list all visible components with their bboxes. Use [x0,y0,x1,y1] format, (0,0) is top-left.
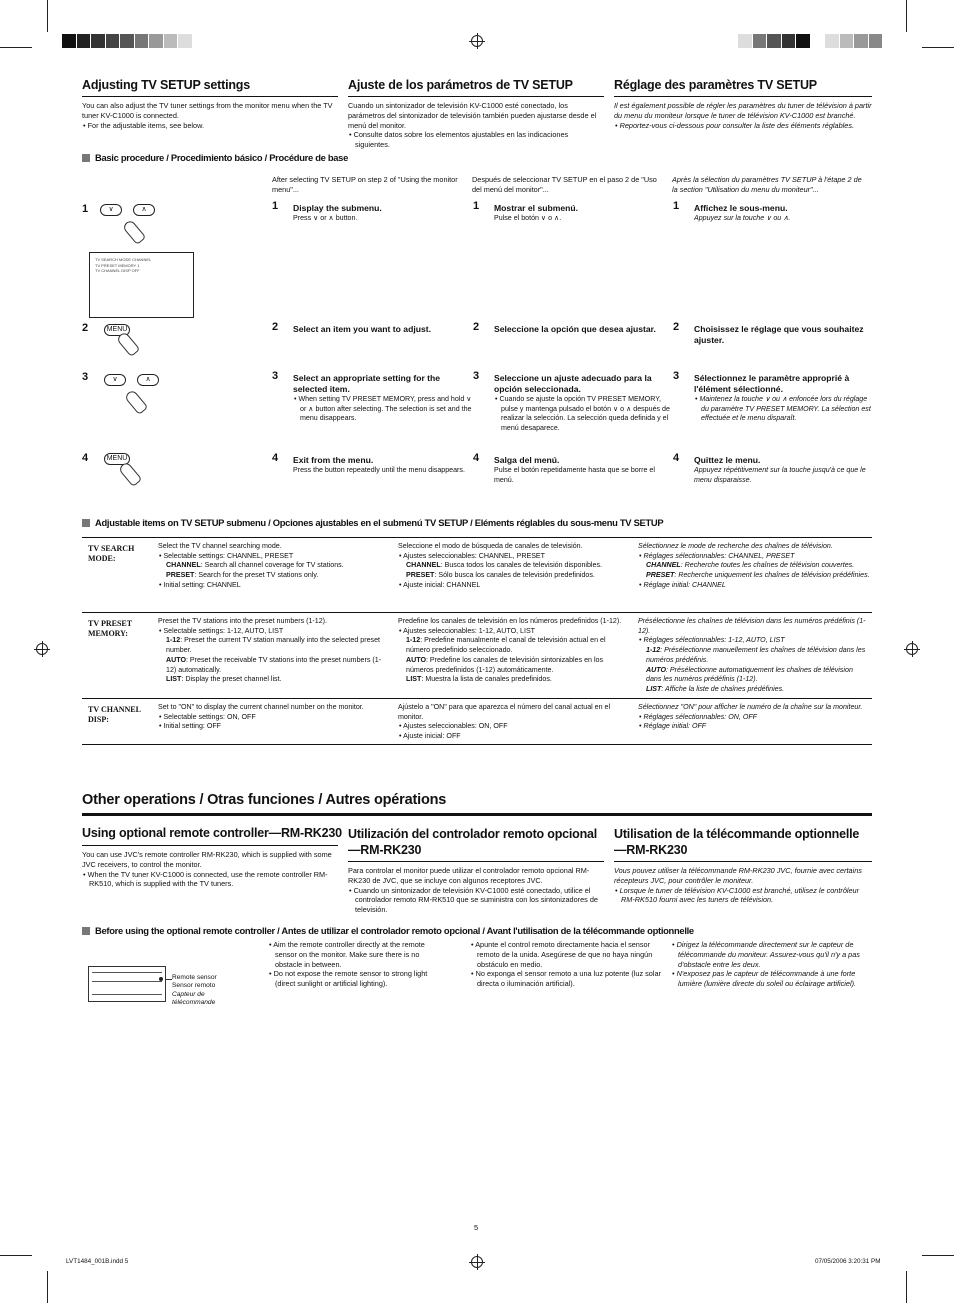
up-button-icon: ∧ [137,374,159,386]
monitor-edge [92,981,162,982]
label-es: Sensor remoto [172,982,216,990]
finger-icon [118,461,143,487]
cell-line: 1-12: Présélectionne manuellement les chaînes de télévision dans les numéros prédéfinis. [646,646,866,664]
intro-text: You can also adjust the TV tuner settings from the monitor menu when the TV tuner KV-C1000 is connected. [82,101,333,120]
cell-line: 1-12: Preset the current TV station manually into the selected preset number. [166,636,380,655]
step-number: 2 [272,321,279,333]
color-swatch [811,34,826,48]
step-number: 2 [673,321,680,333]
cell-line: Seleccione el modo de búsqueda de canales de televisión. [398,542,583,550]
cell-line: • Réglages sélectionnables: 1-12, AUTO, LIST [639,636,785,645]
cell-line: • Selectable settings: 1-12, AUTO, LIST [159,626,284,635]
cell-line: AUTO: Preset the receivable TV stations into the preset numbers (1-12) automatically. [166,655,382,674]
intro-bullet: • For the adjustable items, see below. [83,120,205,130]
crop-mark [47,0,48,32]
cell-line: 1-12: Predefine manualmente el canal de televisión actual en el número predefinido seleccionado. [406,636,606,655]
cell-es [398,617,630,685]
color-swatch [869,34,884,48]
intro-text: Para controlar el monitor puede utilizar el controlador remoto opcional RM-RK230 de JVC, que se incluye con algunos receptores JVC. [348,866,590,885]
cell-line: Select the TV channel searching mode. [158,542,282,550]
step-title: Display the submenu. [293,203,382,213]
step-number: 2 [473,321,480,333]
cell-line: PRESET: Sólo busca los canales de televisión predefinidos. [406,571,595,580]
square-bullet-icon [82,154,90,162]
keyword: PRESET [406,571,435,580]
table-row [82,699,872,745]
keyword: PRESET [166,571,195,580]
intro-text: Vous pouvez utiliser la télécommande RM-RK230 JVC, fournie avec certains récepteurs JVC, pour contrôler le moniteur. [614,866,862,885]
color-swatch [854,34,869,48]
divider-thick [82,813,872,816]
color-swatch [767,34,782,48]
cell-line: PRESET: Search for the preset TV stations only. [166,571,319,580]
step-title: Affichez le sous-menu. [694,203,788,213]
cell-line: • Initial setting: CHANNEL [159,580,241,589]
step-number: 1 [272,200,279,212]
after-note-fr: Après la sélection du paramètres TV SETUP à l'étape 2 de la section "Utilisation du menu du moniteur"... [672,175,862,194]
before-using-title [82,925,694,936]
intro-text: Il est également possible de régler les paramètres du tuner de télévision à partir du menu du moniteur lorsque le tuner de télévision KV-C1000 est branché. [614,101,872,120]
bullet-text: Consulte datos sobre los elementos ajustables en las indicaciones siguientes. [353,130,569,150]
remote-heading-fr [614,826,859,858]
cell-line: • Réglages sélectionnables: ON, OFF [639,712,758,721]
cell-line: CHANNEL: Busca todos los canales de televisión disponibles. [406,561,602,570]
list-item: • Do not expose the remote sensor to strong light (direct sunlight or artificial lighting). [269,969,428,989]
cell-line: Predefine los canales de televisión en los números predefinidos (1-12). [398,617,622,625]
divider [82,96,338,97]
cell-line: Preset the TV stations into the preset numbers (1-12). [158,617,328,625]
subheading-text: Basic procedure / Procedimiento básico / Procédure de base [95,152,349,163]
intro-bullet: • Lorsque le tuner de télévision KV-C1000 est branché, utilisez le contrôleur RM-RK510 fourni avec les tuners de télévision. [615,885,860,905]
remote-heading-en: Using optional remote controller—RM-RK230 [82,826,342,840]
keyword: AUTO [646,665,666,674]
cell-en [158,542,390,591]
step-number: 3 [673,370,680,382]
cell-line: Présélectionne les chaînes de télévision dans les numéros prédéfinis (1-12). [638,617,866,635]
step-number: 1 [473,200,480,212]
cell-fr [638,542,870,591]
keyword: 1-12 [646,646,661,655]
table-row [82,538,872,613]
cell-line: • Selectable settings: ON, OFF [159,712,256,721]
cell-fr [638,703,870,732]
monitor-front-illustration [88,966,166,1002]
illustration-step-number: 4 [82,452,89,464]
item-text: N'exposez pas le capteur de télécommande à une forte lumière (lumière directe du soleil ou éclairage artificiel). [676,969,857,989]
keyword: PRESET [646,571,675,580]
item-text: Dirigez la télécommande directement sur le capteur de télécommande du moniteur. Assurez-vous qu'il n'y a pas d'obstacle entre les deux. [676,940,860,969]
color-swatch [825,34,840,48]
color-swatch [193,34,208,48]
cell-line: • Réglage initial: CHANNEL [639,580,726,589]
step-description: • Maintenez la touche ∨ ou ∧ enfoncée lors du réglage du paramètre TV PRESET MEMORY. La sélection est effectuée et le menu disparaît. [695,395,871,423]
list-item: • Apunte el control remoto directamente hacia el sensor remoto de la unida. Asegúrese de que no haya ningún obstáculo en medio. [471,940,653,969]
screen-line: TV CHANNEL DISP OFF [95,268,140,273]
step-title: Seleccione un ajuste adecuado para la opción seleccionada. [494,373,652,394]
registration-mark-icon [471,1256,483,1268]
row-heading: TV CHANNEL DISP: [88,705,141,724]
step-description: Pulse el botón repetidamente hasta que se borre el menú. [494,466,655,484]
step-title: Salga del menú. [494,455,560,465]
step-number: 4 [272,452,279,464]
cell-line: • Ajustes seleccionables: 1-12, AUTO, LIST [399,626,536,635]
finger-icon [124,389,149,415]
bullet-text: For the adjustable items, see below. [87,120,205,130]
remote-sensor-icon [159,977,163,981]
cell-line: • Réglage initial: OFF [639,722,707,731]
finger-icon [122,219,147,245]
screen-line: TV SEARCH MODE CHANNEL [95,257,152,262]
divider [614,861,872,862]
illustration-step-number: 1 [82,203,89,215]
screen-line: TV PRESET MEMORY 1 [95,262,140,268]
heading-line: —RM-RK230 [348,843,422,857]
step-title: Sélectionnez le paramètre approprié à l'élément sélectionné. [694,373,850,394]
down-button-icon: ∨ [100,204,122,216]
menu-button-label: MENU [106,326,128,333]
cell-line: Sélectionnez "ON" pour afficher le numéro de la chaîne sur la moniteur. [638,703,863,711]
step-description: Press ∨ or ∧ button. [293,214,358,222]
cell-line: LIST: Muestra la lista de canales predefinidos. [406,675,552,684]
page-number: 5 [474,1223,479,1232]
cell-line: • Ajustes seleccionables: ON, OFF [399,722,508,731]
label-en: Remote sensor [172,974,217,981]
cell-line: • Ajuste inicial: OFF [399,732,461,741]
heading-line: Utilisation de la télécommande optionnelle [614,827,860,841]
file-info: LVT1484_001B.indd 5 [66,1258,129,1265]
intro-bullet: • When the TV tuner KV-C1000 is connected, use the remote controller RM-RK510, which is supplied with the TV tuners. [83,869,328,889]
step-number: 4 [673,452,680,464]
basic-procedure-title [82,152,348,163]
cell-es [398,703,630,742]
color-bar-left [62,34,207,48]
color-swatch [77,34,92,48]
remote-intro-fr [614,866,872,905]
crop-mark [906,0,907,32]
adjustable-items-title [82,517,663,528]
step-title: Quittez le menu. [694,455,761,465]
monitor-screen [89,252,194,318]
color-swatch [149,34,164,48]
intro-bullet: • Cuando un sintonizador de televisión KV-C1000 esté conectado, utilice el controlador remoto RM-RK510 que se suministra con los sintonizadores de televisión. [349,885,598,915]
step-title: Exit from the menu. [293,455,374,465]
remote-intro-en [82,850,337,889]
bullet-text: Reportez-vous ci-dessous pour consulter la liste des éléments réglables. [619,120,855,130]
keyword: LIST [406,675,422,684]
bullet-text: When the TV tuner KV-C1000 is connected, use the remote controller RM-RK510, which is supplied with the TV tuners. [87,869,328,889]
crop-mark [906,1271,907,1303]
cell-en [158,617,390,685]
row-heading: TV SEARCH MODE: [88,544,135,563]
item-text: Do not expose the remote sensor to strong light (direct sunlight or artificial lighting). [273,969,428,989]
item-text: No exponga el sensor remoto a una luz potente (luz solar directa o iluminación artificial). [475,969,661,989]
intro-text: Cuando un sintonizador de televisión KV-C1000 esté conectado, los parámetros del sintonizador de televisión también pueden ajustarse desde el menú del monitor. [348,101,597,130]
cell-line: • Ajuste inicial: CHANNEL [399,580,481,589]
heading-es: Ajuste de los parámetros de TV SETUP [348,78,573,92]
intro-bullet: • Reportez-vous ci-dessous pour consulter la liste des éléments réglables. [615,120,855,130]
cell-en [158,703,390,732]
cell-line: LIST: Affiche la liste de chaînes prédéfinies. [646,684,785,693]
adjustable-items-table [82,537,872,745]
bullet-text: Lorsque le tuner de télévision KV-C1000 est branché, utilisez le contrôleur RM-RK510 fourni avec les tuners de télévision. [619,885,860,905]
color-swatch [753,34,768,48]
bullet-text: Cuando un sintonizador de televisión KV-C1000 esté conectado, utilice el controlador remoto RM-RK510 que se suministra con los sintonizadores de televisión. [353,885,598,915]
step-description: Appuyez répétitivement sur la touche jusqu'à ce que le menu disparaisse. [694,466,866,484]
list-item: • Aim the remote controller directly at the remote sensor on the monitor. Make sure there is no obstacle in between. [269,940,425,969]
item-text: Apunte el control remoto directamente hacia el sensor remoto de la unida. Asegúrese de que no haya ningún obstáculo en medio. [475,940,653,969]
registration-mark-icon [36,643,48,655]
other-operations-title: Other operations / Otras funciones / Autres opérations [82,792,447,808]
color-swatch [782,34,797,48]
subheading-text: Adjustable items on TV SETUP submenu / Opciones ajustables en el submenú TV SETUP / Eléments réglables du sous-menu TV SETUP [95,517,664,528]
cell-line: Ajústelo a "ON" para que aparezca el número del canal actual en el monitor. [398,703,611,721]
divider [82,845,338,846]
step-title: Select an appropriate setting for the selected item. [293,373,441,394]
keyword: AUTO [406,655,426,664]
list-item: • Dirigez la télécommande directement sur le capteur de télécommande du moniteur. Assurez-vous qu'il n'y a pas d'obstacle entre les deux. [672,940,860,969]
color-swatch [840,34,855,48]
intro-bullet: • Consulte datos sobre los elementos ajustables en las indicaciones siguientes. [349,130,569,150]
crop-mark [47,1271,48,1303]
crop-mark [0,1255,32,1256]
before-list-en [268,940,448,989]
intro-text: You can use JVC's remote controller RM-RK230, which is supplied with some JVC receivers, to control the monitor. [82,850,332,869]
crop-mark [922,1255,954,1256]
cell-line: • Initial setting: OFF [159,722,222,731]
step-description: Pulse el botón ∨ o ∧. [494,214,562,222]
step-number: 3 [473,370,480,382]
step-description: • When setting TV PRESET MEMORY, press and hold ∨ or ∧ button after selecting. The selection is set and the menu disappears. [294,395,472,423]
divider [348,861,604,862]
color-swatch [135,34,150,48]
square-bullet-icon [82,927,90,935]
heading-fr: Réglage des paramètres TV SETUP [614,78,817,92]
cell-line: AUTO: Présélectionne automatiquement les chaînes de télévision dans les numéros prédéfinis (1-12). [646,665,853,684]
heading-en: Adjusting TV SETUP settings [82,78,250,92]
up-button-icon: ∧ [133,204,155,216]
step-title: Select an item you want to adjust. [293,324,432,334]
registration-mark-icon [906,643,918,655]
color-swatch [738,34,753,48]
step-number: 4 [473,452,480,464]
illustration-step-number: 3 [82,371,89,383]
heading-line: —RM-RK230 [614,843,688,857]
keyword: 1-12 [166,636,181,645]
crop-mark [922,47,954,48]
color-swatch [62,34,77,48]
keyword: LIST [166,675,182,684]
keyword: CHANNEL [166,561,201,570]
crop-mark [0,47,32,48]
monitor-edge [92,994,162,995]
cell-line: PRESET: Recherche uniquement les chaînes de télévision prédéfinies. [646,571,870,580]
after-note-en: After selecting TV SETUP on step 2 of "Using the monitor menu"... [272,175,458,194]
list-item: • N'exposez pas le capteur de télécommande à une forte lumière (lumière directe du soleil ou éclairage artificiel). [672,969,857,989]
heading-line: Utilización del controlador remoto opcional [348,827,598,841]
color-swatch [164,34,179,48]
color-bar-right [738,34,883,48]
intro-en [82,101,337,130]
color-swatch [106,34,121,48]
step-title: Choisissez le réglage que vous souhaitez ajuster. [694,324,864,345]
keyword: CHANNEL [406,561,441,570]
divider [348,96,604,97]
cell-line: • Réglages sélectionnables: CHANNEL, PRESET [639,551,795,560]
finger-icon [116,331,141,357]
remote-heading-es [348,826,597,858]
remote-intro-es [348,866,600,915]
step-number: 1 [673,200,680,212]
keyword: 1-12 [406,636,421,645]
color-swatch [796,34,811,48]
before-list-es [470,940,665,989]
step-title: Mostrar el submenú. [494,203,579,213]
cell-fr [638,617,870,695]
keyword: AUTO [166,655,186,664]
monitor-edge [92,972,162,973]
menu-button-label: MENU [106,455,128,462]
item-text: Aim the remote controller directly at the remote sensor on the monitor. Make sure there is no obstacle in between. [273,940,425,969]
cell-line: CHANNEL: Recherche toutes les chaînes de télévision couvertes. [646,561,855,570]
step-description: Appuyez sur la touche ∨ ou ∧. [694,214,791,222]
print-date: 07/05/2006 3:20:31 PM [815,1258,881,1265]
color-swatch [91,34,106,48]
before-list-fr [671,940,866,989]
divider [614,96,872,97]
cell-line: • Selectable settings: CHANNEL, PRESET [159,551,294,560]
step-title: Seleccione la opción que desea ajustar. [494,324,656,334]
step-description: Press the button repeatedly until the menu disappears. [293,466,465,474]
cell-line: AUTO: Predefine los canales de televisión sintonizables en los números predefinidos (1-12) automáticamente. [406,655,604,674]
cell-line: • Ajustes seleccionables: CHANNEL, PRESET [399,551,545,560]
intro-es [348,101,600,150]
keyword: CHANNEL [646,561,681,570]
cell-line: CHANNEL: Search all channel coverage for TV stations. [166,561,344,570]
cell-line: LIST: Display the preset channel list. [166,675,282,684]
color-swatch [178,34,193,48]
after-note-es: Después de seleccionar TV SETUP en el paso 2 de "Uso del menú del monitor"... [472,175,657,194]
cell-es [398,542,630,591]
square-bullet-icon [82,519,90,527]
illustration-step-number: 2 [82,322,89,334]
list-item: • No exponga el sensor remoto a una luz potente (luz solar directa o iluminación artificial). [471,969,661,989]
step-number: 3 [272,370,279,382]
down-button-icon: ∨ [104,374,126,386]
cell-line: Set to "ON" to display the current channel number on the monitor. [158,703,364,711]
label-fr: Capteur de télécommande [172,990,216,1007]
subheading-text: Before using the optional remote controller / Antes de utilizar el controlador remoto opcional / Avant l'utilisation de la télécommande optionnelle [95,925,694,936]
color-swatch [120,34,135,48]
intro-fr [614,101,872,130]
registration-mark-icon [471,35,483,47]
table-row [82,613,872,699]
cell-line: Sélectionnez le mode de recherche des chaînes de télévision. [638,542,833,550]
remote-sensor-label [172,974,232,1008]
step-description: • Cuando se ajuste la opción TV PRESET MEMORY, pulse y mantenga pulsado el botón ∨ o ∧ después de realizar la selección. La selección queda definida y el menú desaparece. [495,395,670,432]
row-heading: TV PRESET MEMORY: [88,619,132,638]
keyword: LIST [646,684,662,693]
